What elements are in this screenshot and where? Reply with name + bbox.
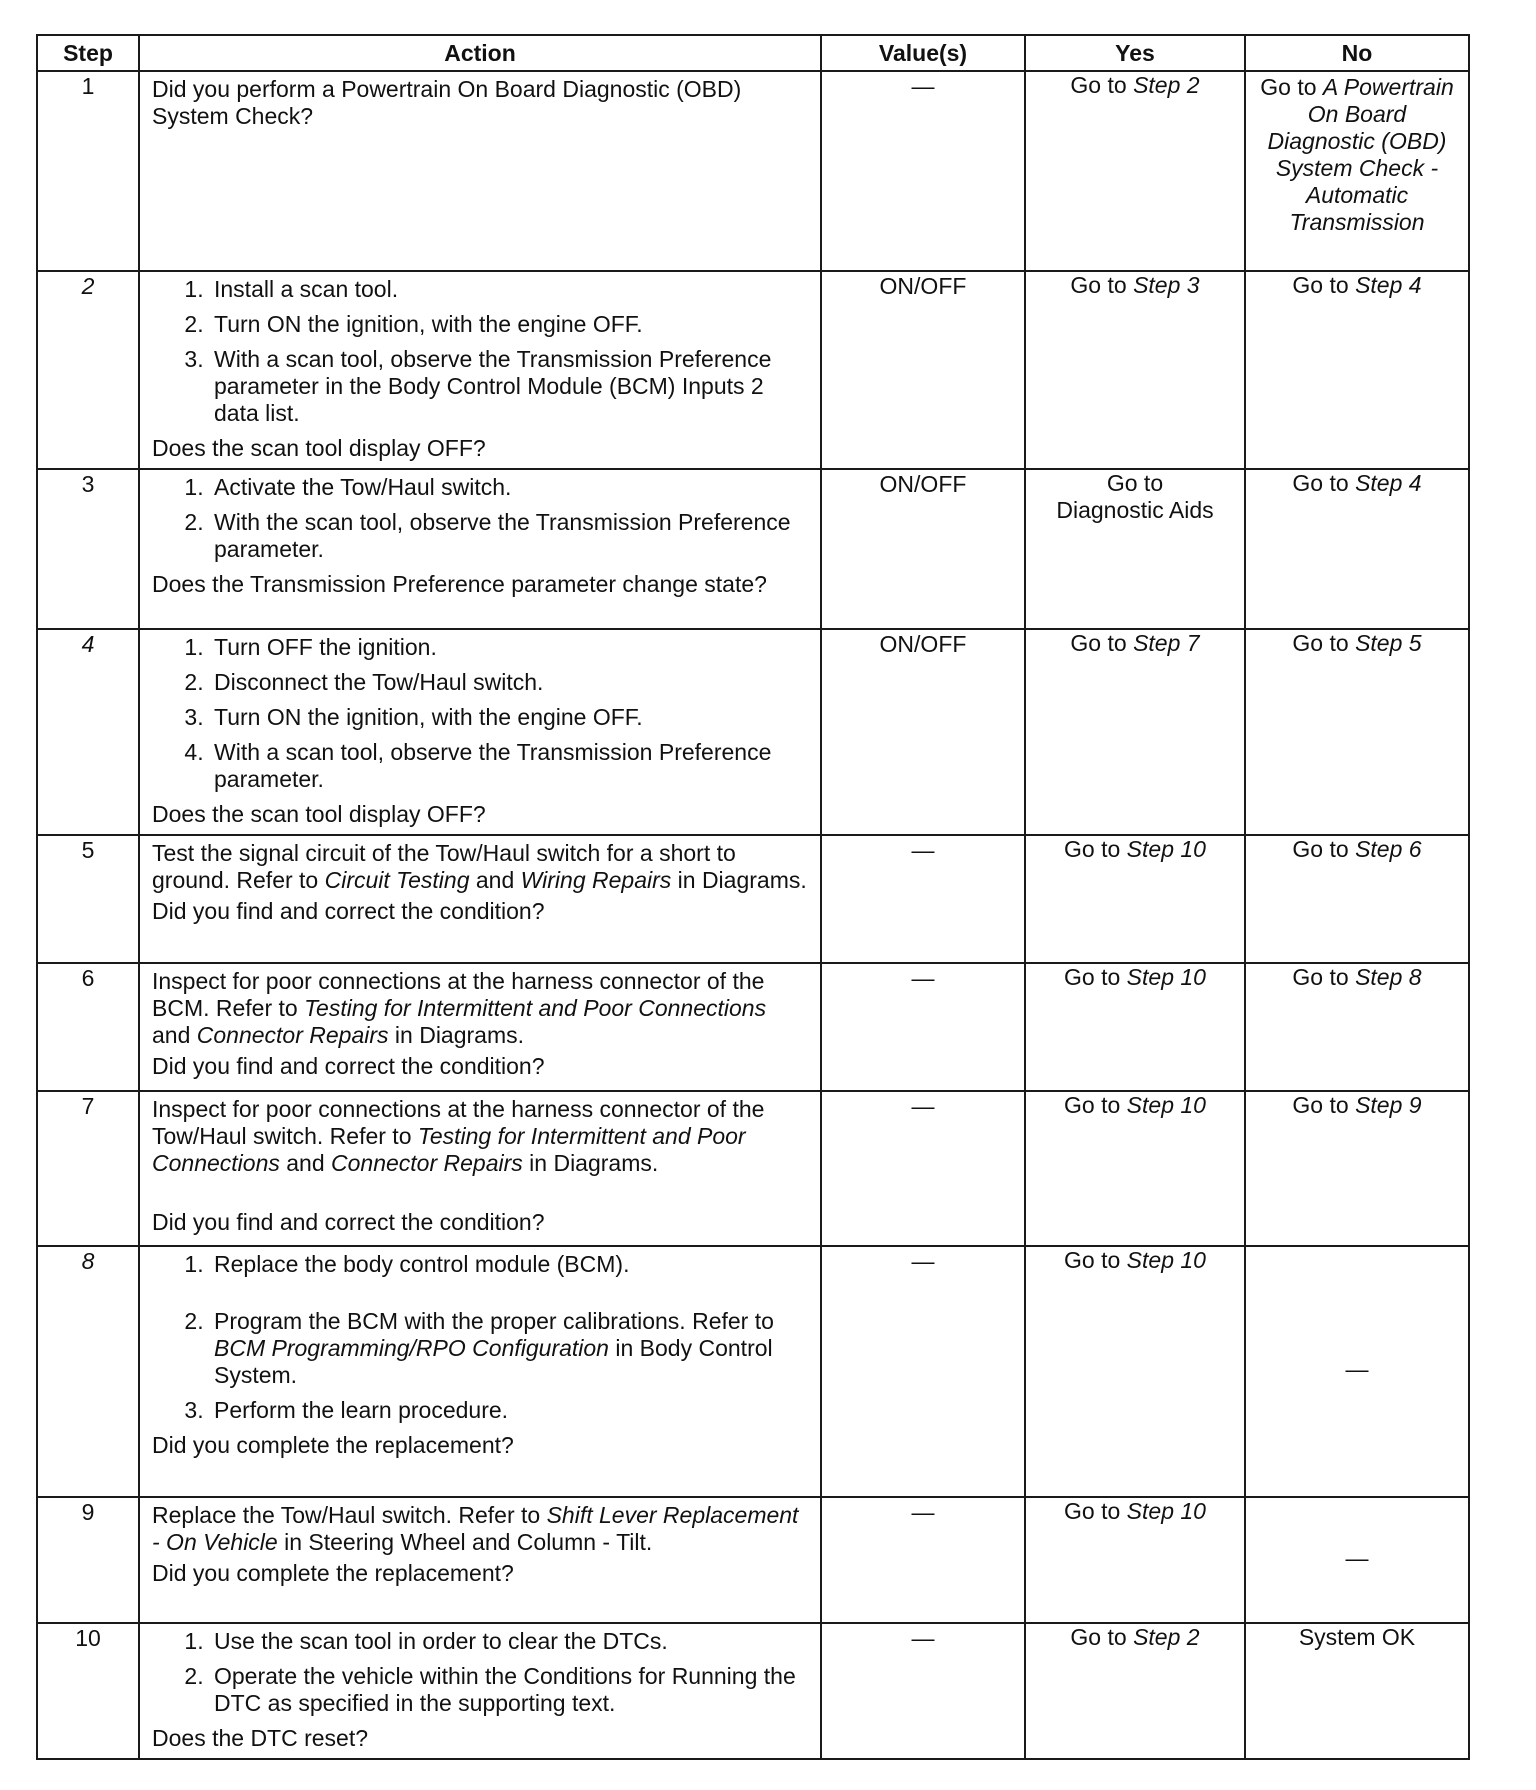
value-cell: ON/OFF [821, 629, 1025, 835]
action-text-part: Inspect for poor connections at the harness connector of the BCM. Refer to [152, 968, 765, 1021]
step-number: 1 [37, 71, 139, 271]
header-values: Value(s) [821, 35, 1025, 71]
goto-text: Go to [1070, 630, 1134, 656]
step-link[interactable]: Step 10 [1126, 836, 1206, 862]
table-row [37, 963, 1469, 1091]
header-row [37, 35, 1469, 71]
action-steps-list [152, 1251, 810, 1424]
intermittent-testing-link[interactable]: Testing for Intermittent and Poor Connections [304, 995, 767, 1021]
goto-text: Go to [1106, 470, 1164, 496]
list-item: 3. Turn ON the ignition, with the engine OFF. [210, 704, 810, 731]
list-item: 3. Perform the learn procedure. [210, 1397, 810, 1424]
no-cell [1245, 469, 1469, 629]
step-number: 8 [37, 1246, 139, 1497]
connector-repairs-link[interactable]: Connector Repairs [196, 1022, 389, 1048]
goto-text: Go to [1064, 1092, 1127, 1118]
step-link[interactable]: Step 10 [1126, 1247, 1206, 1273]
value-cell: — [821, 835, 1025, 963]
step-number: 7 [37, 1091, 139, 1246]
action-cell [139, 835, 821, 963]
action-cell [139, 963, 821, 1091]
no-cell: System OK [1245, 1623, 1469, 1759]
shift-lever-replacement-link[interactable]: Shift Lever Replacement - On Vehicle [152, 1502, 799, 1555]
action-cell [139, 71, 821, 271]
yes-cell [1025, 1623, 1245, 1759]
action-cell [139, 1497, 821, 1623]
bcm-programming-link[interactable]: BCM Programming/RPO Configuration [214, 1335, 609, 1361]
no-cell: — [1245, 1246, 1469, 1497]
step-number: 5 [37, 835, 139, 963]
diagnostic-table-page [36, 34, 1468, 1760]
action-text-part: Program the BCM with the proper calibrations. Refer to [214, 1308, 774, 1334]
goto-text: Go to [1292, 470, 1356, 496]
list-item: 1. Activate the Tow/Haul switch. [210, 474, 810, 501]
action-question: Did you complete the replacement? [152, 1560, 514, 1586]
list-item: 1. Replace the body control module (BCM). [210, 1251, 810, 1278]
step-link[interactable]: Step 10 [1126, 1092, 1206, 1118]
yes-cell [1025, 1246, 1245, 1497]
no-cell [1245, 271, 1469, 469]
value-cell: ON/OFF [821, 469, 1025, 629]
no-cell [1245, 71, 1469, 271]
table-row [37, 71, 1469, 271]
action-question: Did you find and correct the condition? [152, 1053, 545, 1079]
action-cell [139, 1091, 821, 1246]
action-question: Does the scan tool display OFF? [152, 435, 486, 461]
yes-cell [1025, 835, 1245, 963]
no-cell [1245, 963, 1469, 1091]
action-text-part: and [279, 1150, 332, 1176]
action-text-part: in Diagrams. [522, 1150, 659, 1176]
step-number: 2 [37, 271, 139, 469]
step-number: 3 [37, 469, 139, 629]
no-cell [1245, 629, 1469, 835]
goto-text: Go to [1260, 74, 1323, 100]
yes-cell [1025, 1091, 1245, 1246]
step-link[interactable]: Step 7 [1133, 630, 1200, 656]
action-question: Does the DTC reset? [152, 1725, 369, 1751]
list-item: 3. With a scan tool, observe the Transmission Preference parameter in the Body Control Module (BCM) Inputs 2 data list. [210, 346, 810, 427]
action-question: Does the Transmission Preference parameter change state? [152, 571, 767, 597]
step-link[interactable]: Step 8 [1355, 964, 1422, 990]
yes-cell [1025, 71, 1245, 271]
action-cell [139, 1623, 821, 1759]
intermittent-testing-link[interactable]: Testing for Intermittent and Poor Connections [152, 1123, 746, 1176]
goto-text: Go to [1292, 836, 1356, 862]
step-number: 9 [37, 1497, 139, 1623]
circuit-testing-link[interactable]: Circuit Testing [324, 867, 470, 893]
step-number: 4 [37, 629, 139, 835]
action-text [152, 1502, 810, 1556]
header-yes: Yes [1025, 35, 1245, 71]
action-text [152, 968, 810, 1049]
action-steps-list [152, 634, 810, 793]
diagnostic-aids-link[interactable]: Diagnostic Aids [1056, 497, 1214, 523]
action-text-part: in Diagrams. [388, 1022, 525, 1048]
value-cell: — [821, 1497, 1025, 1623]
action-question: Did you find and correct the condition? [152, 1209, 545, 1235]
action-text [152, 840, 810, 894]
action-text-part: and [152, 1022, 197, 1048]
table-row [37, 1623, 1469, 1759]
header-step: Step [37, 35, 139, 71]
action-steps-list [152, 1628, 810, 1717]
goto-text: Go to [1292, 964, 1356, 990]
yes-cell [1025, 963, 1245, 1091]
action-cell [139, 271, 821, 469]
step-link[interactable]: Step 10 [1126, 1498, 1206, 1524]
table-row [37, 1091, 1469, 1246]
goto-text: Go to [1064, 836, 1127, 862]
list-item: 1. Turn OFF the ignition. [210, 634, 810, 661]
connector-repairs-link[interactable]: Connector Repairs [331, 1150, 523, 1176]
goto-text: Go to [1292, 1092, 1356, 1118]
no-cell [1245, 1091, 1469, 1246]
list-item: 2. With the scan tool, observe the Transmission Preference parameter. [210, 509, 810, 563]
value-cell: — [821, 1623, 1025, 1759]
no-cell [1245, 835, 1469, 963]
value-cell: ON/OFF [821, 271, 1025, 469]
step-link[interactable]: Step 9 [1355, 1092, 1422, 1118]
value-cell: — [821, 963, 1025, 1091]
header-action: Action [139, 35, 821, 71]
wiring-repairs-link[interactable]: Wiring Repairs [520, 867, 672, 893]
goto-text: Go to [1070, 1624, 1134, 1650]
step-link[interactable]: Step 2 [1133, 1624, 1200, 1650]
action-text-part: in Diagrams. [671, 867, 807, 893]
action-cell [139, 629, 821, 835]
value-cell: — [821, 1246, 1025, 1497]
action-cell [139, 469, 821, 629]
action-text-part: in Body Control System. [214, 1335, 773, 1388]
list-item [210, 1308, 810, 1389]
action-steps-list [152, 474, 810, 563]
table-row [37, 469, 1469, 629]
table-row [37, 1497, 1469, 1623]
list-item: 1. Install a scan tool. [210, 276, 810, 303]
diagnostic-table [36, 34, 1470, 1760]
yes-cell [1025, 469, 1245, 629]
action-text-part: Replace the Tow/Haul switch. Refer to [152, 1502, 547, 1528]
list-item: 2. Operate the vehicle within the Conditions for Running the DTC as specified in the supporting text. [210, 1663, 810, 1717]
step-number: 10 [37, 1623, 139, 1759]
action-text-part: in Steering Wheel and Column - Tilt. [277, 1529, 653, 1555]
list-item: 4. With a scan tool, observe the Transmission Preference parameter. [210, 739, 810, 793]
action-question: Does the scan tool display OFF? [152, 801, 486, 827]
goto-text: Go to [1070, 272, 1134, 298]
step-link[interactable]: Step 4 [1355, 272, 1422, 298]
yes-cell [1025, 1497, 1245, 1623]
table-row [37, 835, 1469, 963]
step-link[interactable]: Step 10 [1126, 964, 1206, 990]
procedure-link[interactable]: A Powertrain On Board Diagnostic (OBD) System Check - Automatic Transmission [1267, 74, 1454, 235]
yes-cell [1025, 271, 1245, 469]
goto-text: Go to [1292, 630, 1356, 656]
action-text-part: Test the signal circuit of the Tow/Haul switch for a short to ground. Refer to [152, 840, 736, 893]
step-link[interactable]: Step 6 [1355, 836, 1422, 862]
step-number: 6 [37, 963, 139, 1091]
step-link[interactable]: Step 4 [1355, 470, 1422, 496]
table-row [37, 271, 1469, 469]
action-question: Did you complete the replacement? [152, 1432, 514, 1458]
list-item: 1. Use the scan tool in order to clear the DTCs. [210, 1628, 810, 1655]
action-question: Did you perform a Powertrain On Board Diagnostic (OBD) System Check? [152, 76, 742, 129]
action-steps-list [152, 276, 810, 427]
action-cell [139, 1246, 821, 1497]
action-text-part: and [469, 867, 521, 893]
step-link[interactable]: Step 3 [1133, 272, 1200, 298]
action-text-part: Inspect for poor connections at the harness connector of the Tow/Haul switch. Refer to [152, 1096, 765, 1149]
goto-text: Go to [1064, 1498, 1127, 1524]
goto-text: Go to [1064, 964, 1127, 990]
list-item: 2. Turn ON the ignition, with the engine OFF. [210, 311, 810, 338]
header-no: No [1245, 35, 1469, 71]
table-row [37, 1246, 1469, 1497]
value-cell: — [821, 1091, 1025, 1246]
no-cell: — [1245, 1497, 1469, 1623]
step-link[interactable]: Step 2 [1133, 72, 1200, 98]
table-row [37, 629, 1469, 835]
goto-text: Go to [1292, 272, 1356, 298]
action-text [152, 1096, 810, 1177]
step-link[interactable]: Step 5 [1355, 630, 1422, 656]
yes-cell [1025, 629, 1245, 835]
value-cell: — [821, 71, 1025, 271]
goto-text: Go to [1070, 72, 1134, 98]
list-item: 2. Disconnect the Tow/Haul switch. [210, 669, 810, 696]
goto-text: Go to [1064, 1247, 1127, 1273]
action-question: Did you find and correct the condition? [152, 898, 545, 924]
